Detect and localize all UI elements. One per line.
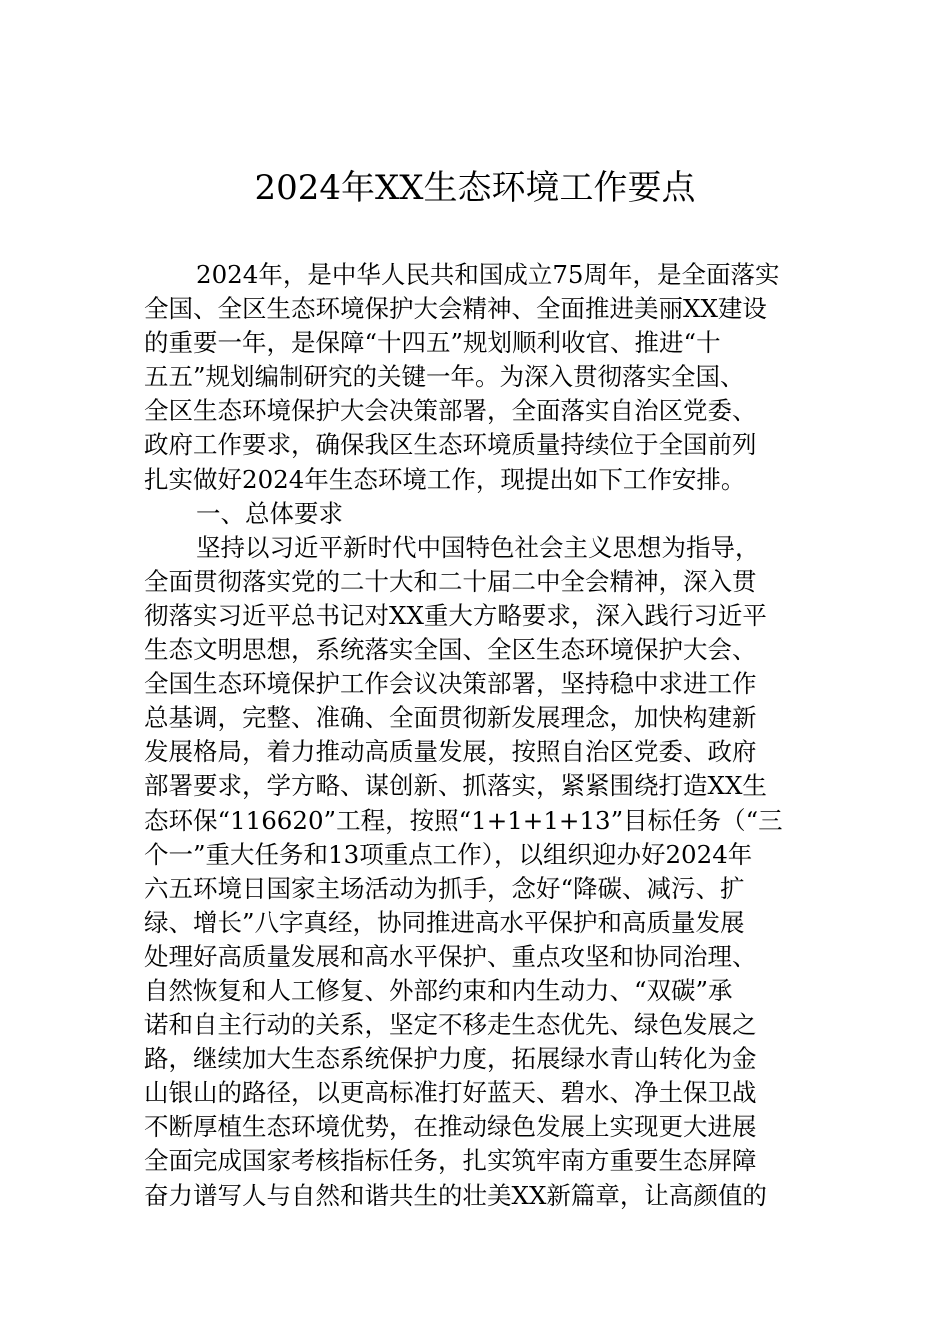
paragraph-line: 的重要一年，是保障“十四五”规划顺利收官、推进“十 [144,328,721,358]
paragraph-line: 彻落实习近平总书记对XX重大方略要求，深入践行习近平 [144,600,767,630]
paragraph-line: 态环保“116620”工程，按照“1+1+1+13”目标任务（“三 [144,805,783,835]
paragraph-line: 五五”规划编制研究的关键一年。为深入贯彻落实全国、 [144,362,745,392]
document-body [144,258,814,1213]
paragraph-line: 生态文明思想，系统落实全国、全区生态环境保护大会、 [144,635,757,665]
paragraph-line: 政府工作要求，确保我区生态环境质量持续位于全国前列 [144,430,757,460]
paragraph-line: 坚持以习近平新时代中国特色社会主义思想为指导， [196,532,760,562]
paragraph-line: 绿、增长”八字真经，协同推进高水平保护和高质量发展 [144,907,745,937]
paragraph-line: 六五环境日国家主场活动为抓手，念好“降碳、减污、扩 [144,873,745,903]
paragraph-line: 全国生态环境保护工作会议决策部署，坚持稳中求进工作 [144,669,757,699]
paragraph-line: 发展格局，着力推动高质量发展，按照自治区党委、政府 [144,737,757,767]
section-heading: 一、总体要求 [196,498,343,528]
paragraph-line: 2024年，是中华人民共和国成立75周年，是全面落实 [196,260,780,289]
paragraph-line: 部署要求，学方略、谋创新、抓落实，紧紧围绕打造XX生 [144,771,767,801]
paragraph-line: 路，继续加大生态系统保护力度，拓展绿水青山转化为金 [144,1044,757,1074]
paragraph-line: 全面贯彻落实党的二十大和二十届二中全会精神，深入贯 [144,566,757,596]
paragraph-line: 不断厚植生态环境优势，在推动绿色发展上实现更大进展 [144,1112,757,1142]
paragraph-line: 全区生态环境保护大会决策部署，全面落实自治区党委、 [144,396,757,426]
paragraph-line: 总基调，完整、准确、全面贯彻新发展理念，加快构建新 [144,703,757,733]
paragraph-line: 奋力谱写人与自然和谐共生的壮美XX新篇章，让高颜值的 [144,1180,767,1210]
paragraph-line: 山银山的路径，以更高标准打好蓝天、碧水、净土保卫战 [144,1078,757,1108]
paragraph-line: 个一”重大任务和13项重点工作），以组织迎办好2024年 [144,839,753,869]
paragraph-line: 自然恢复和人工修复、外部约束和内生动力、“双碳”承 [144,975,733,1005]
document-title: 2024年XX生态环境工作要点 [254,168,696,208]
paragraph-line: 全面完成国家考核指标任务，扎实筑牢南方重要生态屏障 [144,1146,757,1176]
paragraph-line: 扎实做好2024年生态环境工作，现提出如下工作安排。 [144,464,746,494]
paragraph-line: 全国、全区生态环境保护大会精神、全面推进美丽XX建设 [144,294,767,324]
paragraph-line: 处理好高质量发展和高水平保护、重点攻坚和协同治理、 [144,941,757,971]
paragraph-line: 诺和自主行动的关系，坚定不移走生态优先、绿色发展之 [144,1010,757,1040]
